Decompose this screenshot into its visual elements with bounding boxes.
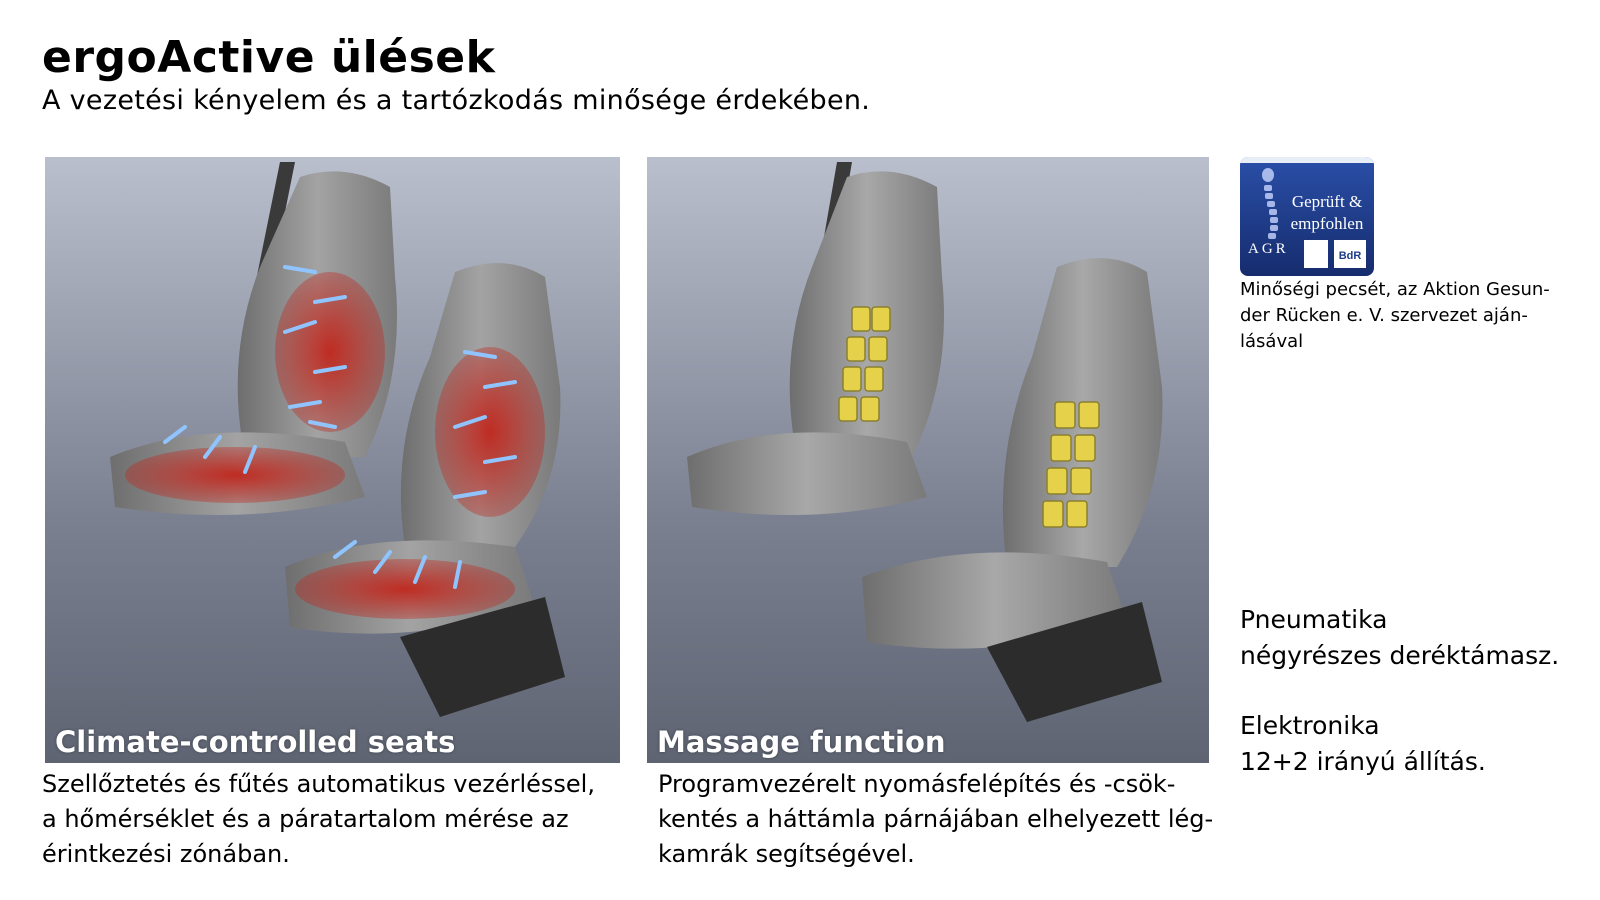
agr-seal-logo — [1240, 157, 1374, 276]
page-title: ergoActive ülések — [42, 32, 496, 83]
feature-pneumatics — [1240, 602, 1559, 674]
massage-seats-description — [658, 767, 1248, 872]
seal-caption-line: lásával — [1240, 331, 1304, 352]
description-line: kentés a háttámla párnájában elhelyezett lég- — [658, 805, 1214, 833]
description-line: érintkezési zónában. — [42, 840, 290, 868]
feature-detail: 12+2 irányú állítás. — [1240, 747, 1486, 776]
feature-electronics — [1240, 708, 1486, 780]
feature-heading: Elektronika — [1240, 711, 1380, 740]
description-line: Szellőztetés és fűtés automatikus vezérléssel, — [42, 770, 595, 798]
climate-seats-description — [42, 767, 632, 872]
climate-seats-image — [45, 157, 620, 763]
description-line: Programvezérelt nyomásfelépítés és -csök- — [658, 770, 1176, 798]
feature-detail: négyrészes deréktámasz. — [1240, 641, 1560, 670]
climate-seats-illustration — [45, 157, 620, 763]
seal-caption — [1240, 277, 1570, 355]
page-subtitle: A vezetési kényelem és a tartózkodás minősége érdekében. — [42, 85, 871, 116]
seal-badge: BdR — [1338, 250, 1362, 262]
seal-text-line1: Geprüft & — [1291, 192, 1363, 211]
massage-seats-caption: Massage function — [657, 725, 946, 759]
description-line: a hőmérséklet és a páratartalom mérése az — [42, 805, 569, 833]
feature-heading: Pneumatika — [1240, 605, 1388, 634]
seal-text-line2: empfohlen — [1290, 214, 1364, 233]
seal-caption-line: der Rücken e. V. szervezet aján- — [1240, 305, 1528, 326]
massage-seats-illustration — [647, 157, 1209, 763]
agr-quality-seal — [1240, 157, 1374, 276]
massage-seats-image — [647, 157, 1209, 763]
seal-caption-line: Minőségi pecsét, az Aktion Gesun- — [1240, 279, 1550, 300]
climate-seats-caption: Climate-controlled seats — [55, 725, 456, 759]
seal-org-abbrev: AGR — [1248, 241, 1289, 257]
description-line: kamrák segítségével. — [658, 840, 915, 868]
